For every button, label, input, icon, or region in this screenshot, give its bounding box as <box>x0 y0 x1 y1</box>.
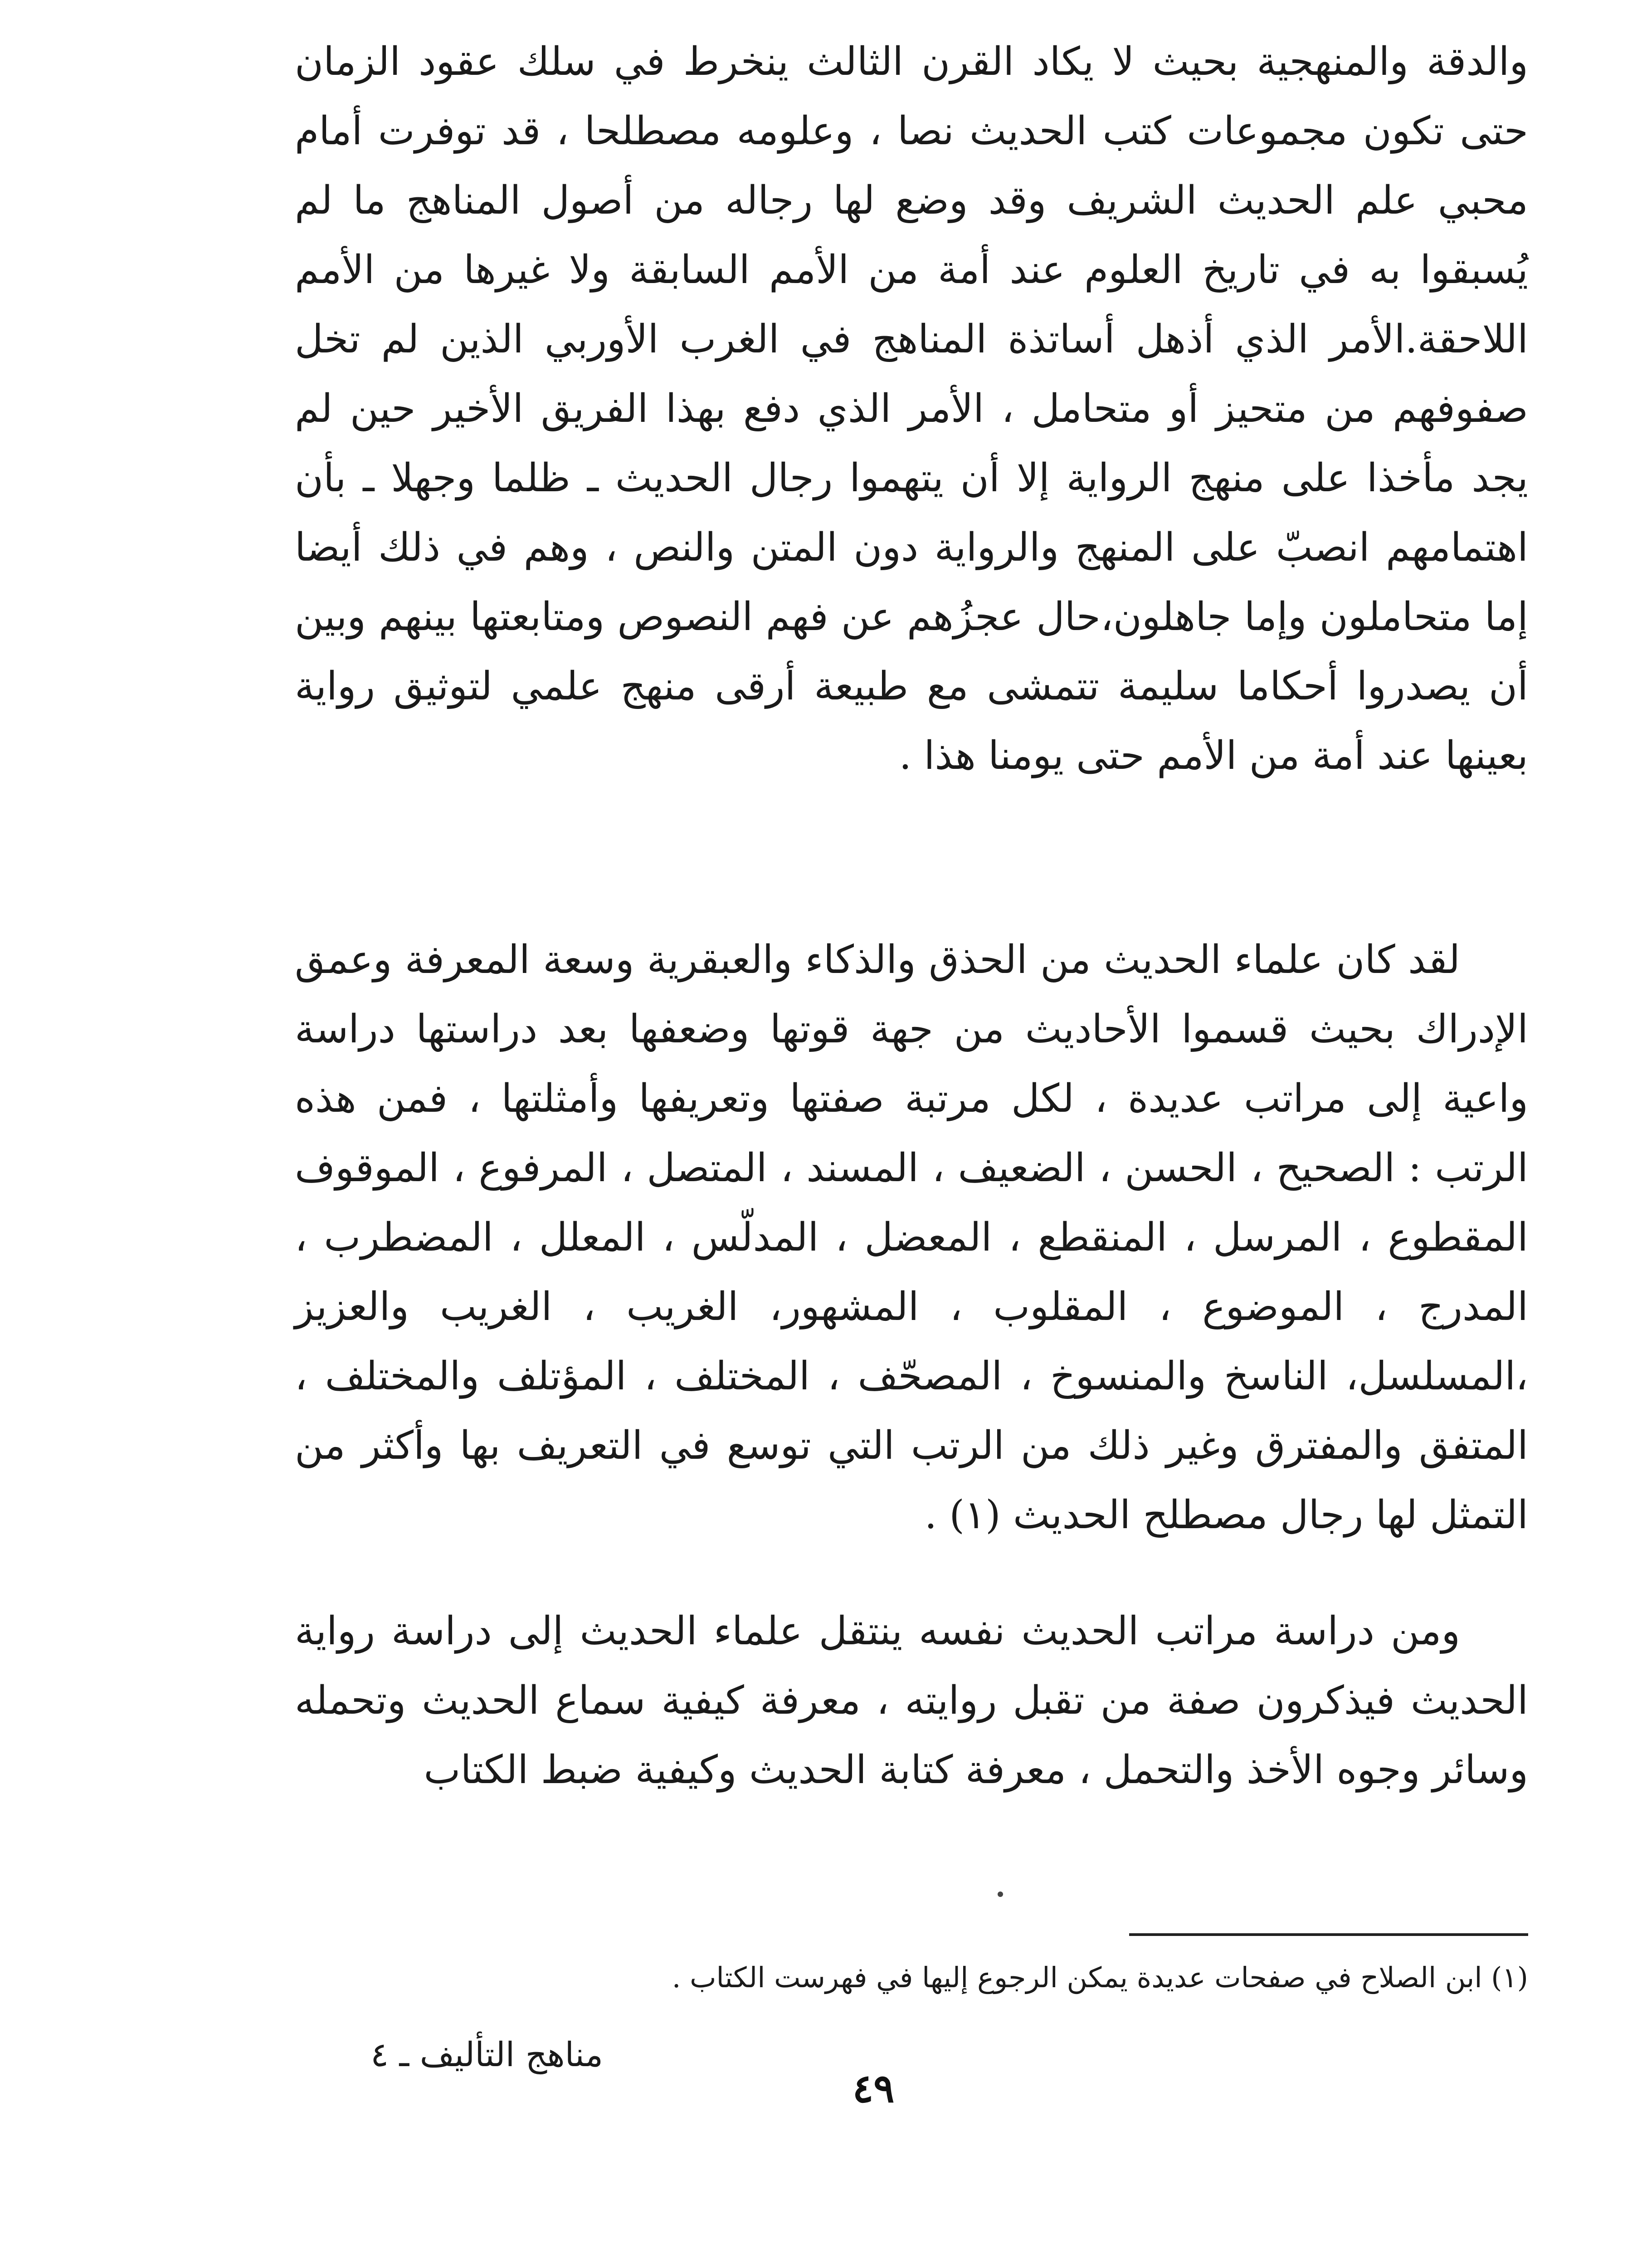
page-number: ٤٩ <box>853 2066 895 2112</box>
paragraph-3-text: ومن دراسة مراتب الحديث نفسه ينتقل علماء الحديث إلى دراسة رواية الحديث فيذكرون صفة من تقبل روايته ، معرفة كيفية سماع الحديث وتحمله وسائر وجوه الأخذ والتحمل ، معرفة كتابة الحديث وكيفية ضبط الكتاب <box>295 1608 1528 1793</box>
paragraph-1 <box>295 27 1528 791</box>
paragraph-3 <box>295 1597 1528 1805</box>
paragraph-2 <box>295 925 1528 1550</box>
footnote: (١) ابن الصلاح في صفحات عديدة يمكن الرجوع إليها في فهرست الكتاب . <box>672 1961 1528 1994</box>
running-title: مناهج التأليف ـ ٤ <box>370 2035 603 2074</box>
print-speck <box>998 1892 1003 1897</box>
paragraph-2-text: لقد كان علماء الحديث من الحذق والذكاء والعبقرية وسعة المعرفة وعمق الإدراك بحيث قسموا الأحاديث من جهة قوتها وضعفها بعد دراستها دراسة واعية إلى مراتب عديدة ، لكل مرتبة صفتها وتعريفها وأمثلتها ، فمن هذه الرتب : الصحيح ، الحسن ، الضعيف ، المسند ، المتصل ، المرفوع ، الموقوف المقطوع ، المرسل ، المنقطع ، المعضل ، المدلّس ، المعلل ، المضطرب ، المدرج ، الموضوع ، المقلوب ، المشهور، الغريب ، الغريب والعزيز ،المسلسل، الناسخ والمنسوخ ، المصحّف ، المختلف ، المؤتلف والمختلف ، المتفق والمفترق وغير ذلك من الرتب التي توسع في التعريف بها وأكثر من التمثل لها رجال مصطلح الحديث (١) . <box>295 937 1529 1538</box>
paragraph-1-text: والدقة والمنهجية بحيث لا يكاد القرن الثالث ينخرط في سلك عقود الزمان حتى تكون مجموعات كتب الحديث نصا ، وعلومه مصطلحا ، قد توفرت أمام محبي علم الحديث الشريف وقد وضع لها رجاله من أصول المناهج ما لم يُسبقوا به في تاريخ العلوم عند أمة من الأمم السابقة ولا غيرها من الأمم اللاحقة.الأمر الذي أذهل أساتذة المناهج في الغرب الأوربي الذين لم تخل صفوفهم من متحيز أو متحامل ، الأمر الذي دفع بهذا الفريق الأخير حين لم يجد مأخذا على منهج الرواية إلا أن يتهموا رجال الحديث ـ ظلما وجهلا ـ بأن اهتمامهم انصبّ على المنهج والرواية دون المتن والنص ، وهم في ذلك أيضا إما متحاملون وإما جاهلون،حال عجزُهم عن فهم النصوص ومتابعتها بينهم وبين أن يصدروا أحكاما سليمة تتمشى مع طبيعة أرقى منهج علمي لتوثيق رواية بعينها عند أمة من الأمم حتى يومنا هذا . <box>295 39 1528 778</box>
footnote-separator <box>1129 1933 1528 1936</box>
